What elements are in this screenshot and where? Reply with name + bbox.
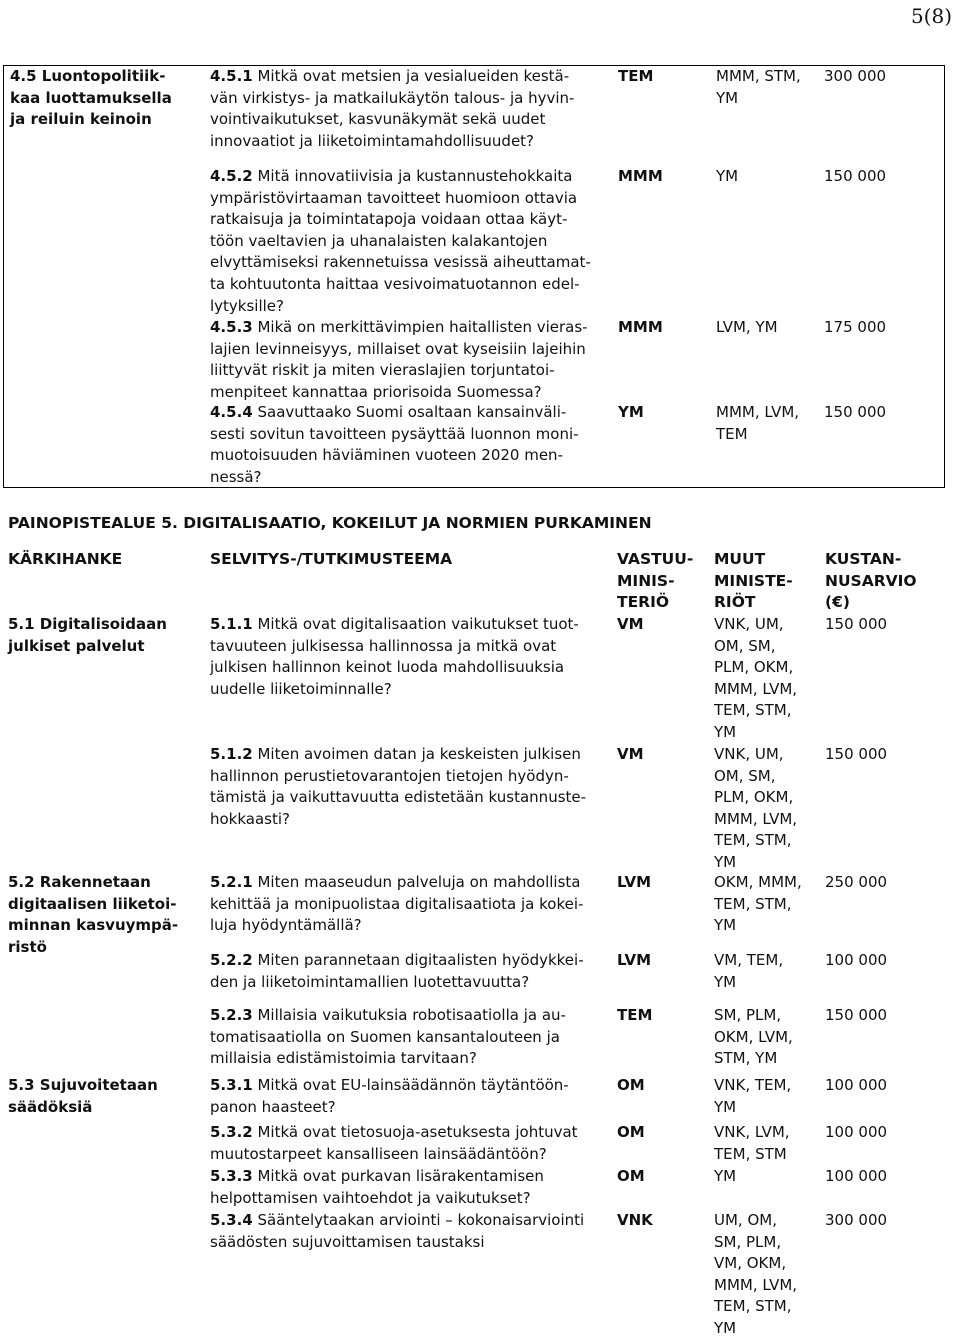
study-row bbox=[210, 66, 620, 152]
other-ministries: MMM, STM, YM bbox=[716, 67, 801, 107]
lead-ministry: LVM bbox=[617, 951, 652, 969]
study-code: 5.3.4 bbox=[210, 1211, 253, 1229]
lead-ministry: MMM bbox=[618, 318, 663, 336]
budget: 100 000 bbox=[825, 1123, 888, 1141]
study-code: 4.5.4 bbox=[210, 403, 253, 421]
study-text: Mitkä ovat metsien ja vesialueiden kestä- vän virkistys- ja matkailukäytön talous- ja hyvin- vointivaikutukset, kasvunäkymät sekä uudet innovaatiot ja liiketoimintamahdollisuudet? bbox=[210, 67, 575, 150]
lead-ministry: OM bbox=[617, 1123, 645, 1141]
study-row bbox=[210, 1005, 615, 1070]
lead-ministry: TEM bbox=[617, 1006, 653, 1024]
study-code: 5.2.2 bbox=[210, 951, 253, 969]
study-row bbox=[210, 317, 620, 403]
budget: 100 000 bbox=[825, 1076, 888, 1094]
budget: 150 000 bbox=[824, 167, 887, 185]
study-row bbox=[210, 1122, 615, 1165]
page-number: 5(8) bbox=[910, 4, 952, 28]
study-text: Millaisia vaikutuksia robotisaatiolla ja au- tomatisaatiolla on Suomen kansantalouteen ja millaisia edistämistoimia tarvitaan? bbox=[210, 1006, 566, 1068]
study-text: Mitkä ovat EU-lainsäädännön täytäntöön- panon haasteet? bbox=[210, 1076, 569, 1116]
lead-ministry: VM bbox=[617, 745, 644, 763]
budget: 300 000 bbox=[825, 1211, 888, 1229]
budget: 150 000 bbox=[825, 745, 888, 763]
study-code: 5.3.2 bbox=[210, 1123, 253, 1141]
lead-ministry: OM bbox=[617, 1167, 645, 1185]
other-ministries: SM, PLM, OKM, LVM, STM, YM bbox=[714, 1006, 793, 1068]
lead-ministry: MMM bbox=[618, 167, 663, 185]
study-code: 5.1.2 bbox=[210, 745, 253, 763]
section-heading: PAINOPISTEALUE 5. DIGITALISAATIO, KOKEILUT JA NORMIEN PURKAMINEN bbox=[8, 514, 652, 532]
budget: 175 000 bbox=[824, 318, 887, 336]
theme-label: 4.5 Luontopolitiik- kaa luottamuksella ja reiluin keinoin bbox=[10, 67, 172, 129]
other-ministries: OKM, MMM, TEM, STM, YM bbox=[714, 873, 802, 935]
header-project: KÄRKIHANKE bbox=[8, 550, 123, 568]
study-code: 5.2.1 bbox=[210, 873, 253, 891]
other-ministries: LVM, YM bbox=[716, 318, 778, 336]
study-row bbox=[210, 1210, 615, 1253]
study-row bbox=[210, 744, 615, 830]
lead-ministry: VNK bbox=[617, 1211, 653, 1229]
study-row bbox=[210, 950, 615, 993]
study-text: Saavuttaako Suomi osaltaan kansainväli- sesti sovitun tavoitteen pysäyttää luonnon moni- muotoisuuden häviäminen vuoteen 2020 men- nessä? bbox=[210, 403, 579, 486]
study-text: Mikä on merkittävimpien haitallisten vieras- lajien levinneisyys, millaiset ovat kyseisiin lajeihin liittyvät riskit ja miten vieraslajien torjuntatoi- menpiteet kannattaa priorisoida Suomessa? bbox=[210, 318, 588, 401]
other-ministries: VM, TEM, YM bbox=[714, 951, 784, 991]
other-ministries: YM bbox=[714, 1167, 737, 1185]
budget: 100 000 bbox=[825, 951, 888, 969]
other-ministries: VNK, UM, OM, SM, PLM, OKM, MMM, LVM, TEM, STM, YM bbox=[714, 745, 798, 871]
study-code: 5.3.1 bbox=[210, 1076, 253, 1094]
lead-ministry: LVM bbox=[617, 873, 652, 891]
header-budget: KUSTAN- NUSARVIO (€) bbox=[825, 550, 917, 612]
study-text: Sääntelytaakan arviointi – kokonaisarviointi säädösten sujuvoittamisen taustaksi bbox=[210, 1211, 585, 1251]
study-text: Miten avoimen datan ja keskeisten julkisen hallinnon perustietovarantojen tietojen hyödyn- tämistä ja vaikuttavuutta edistetään kustannuste- hokkaasti? bbox=[210, 745, 587, 828]
budget: 150 000 bbox=[825, 1006, 888, 1024]
other-ministries: YM bbox=[716, 167, 739, 185]
other-ministries: VNK, TEM, YM bbox=[714, 1076, 792, 1116]
project-label: 5.3 Sujuvoitetaan säädöksiä bbox=[8, 1076, 158, 1116]
project-label: 5.2 Rakennetaan digitaalisen liiketoi- minnan kasvuympä- ristö bbox=[8, 873, 179, 956]
study-text: Mitkä ovat digitalisaation vaikutukset tuot- tavuuteen julkisessa hallinnossa ja mitkä ovat julkisen hallinnon keinot luoda mahdollisuuksia uudelle liiketoiminnalle? bbox=[210, 615, 579, 698]
study-text: Mitä innovatiivisia ja kustannustehokkaita ympäristövirtaaman tavoitteet huomioon ottavia ratkaisuja ja toimintatapoja voidaan ottaa käyt- töön vaeltavien ja uhanalaisten kalakantojen elvyttämiseksi rakennetuissa vesissä aiheuttamat- ta kohtuutonta haittaa vesivoimatuotannon edel- lytyksille? bbox=[210, 167, 591, 315]
budget: 300 000 bbox=[824, 67, 887, 85]
lead-ministry: OM bbox=[617, 1076, 645, 1094]
study-code: 4.5.3 bbox=[210, 318, 253, 336]
study-code: 4.5.2 bbox=[210, 167, 253, 185]
budget: 100 000 bbox=[825, 1167, 888, 1185]
lead-ministry: VM bbox=[617, 615, 644, 633]
study-row bbox=[210, 872, 615, 937]
study-row bbox=[210, 402, 620, 488]
study-text: Mitkä ovat tietosuoja-asetuksesta johtuvat muutostarpeet kansalliseen lainsäädäntöön? bbox=[210, 1123, 578, 1163]
study-code: 5.2.3 bbox=[210, 1006, 253, 1024]
study-row bbox=[210, 1166, 615, 1209]
other-ministries: MMM, LVM, TEM bbox=[716, 403, 800, 443]
project-label: 5.1 Digitalisoidaan julkiset palvelut bbox=[8, 615, 167, 655]
other-ministries: UM, OM, SM, PLM, VM, OKM, MMM, LVM, TEM, STM, YM bbox=[714, 1211, 798, 1337]
budget: 150 000 bbox=[824, 403, 887, 421]
study-text: Miten maaseudun palveluja on mahdollista kehittää ja monipuolistaa digitalisaatiota ja kokei- luja hyödyntämällä? bbox=[210, 873, 584, 935]
study-code: 5.3.3 bbox=[210, 1167, 253, 1185]
budget: 150 000 bbox=[825, 615, 888, 633]
study-row bbox=[210, 166, 620, 317]
other-ministries: VNK, UM, OM, SM, PLM, OKM, MMM, LVM, TEM, STM, YM bbox=[714, 615, 798, 741]
study-code: 4.5.1 bbox=[210, 67, 253, 85]
study-row bbox=[210, 1075, 615, 1118]
header-other-ministries: MUUT MINISTE- RIÖT bbox=[714, 550, 793, 612]
luontopolitiikka-table bbox=[3, 65, 945, 488]
study-row bbox=[210, 614, 615, 700]
study-text: Mitkä ovat purkavan lisärakentamisen helpottamisen vaihtoehdot ja vaikutukset? bbox=[210, 1167, 544, 1207]
lead-ministry: YM bbox=[618, 403, 644, 421]
study-text: Miten parannetaan digitaalisten hyödykkei- den ja liiketoimintamallien luotettavuutta? bbox=[210, 951, 584, 991]
study-code: 5.1.1 bbox=[210, 615, 253, 633]
other-ministries: VNK, LVM, TEM, STM bbox=[714, 1123, 790, 1163]
header-study: SELVITYS-/TUTKIMUSTEEMA bbox=[210, 550, 453, 568]
lead-ministry: TEM bbox=[618, 67, 654, 85]
budget: 250 000 bbox=[825, 873, 888, 891]
header-lead-ministry: VASTUU- MINIS- TERIÖ bbox=[617, 550, 694, 612]
